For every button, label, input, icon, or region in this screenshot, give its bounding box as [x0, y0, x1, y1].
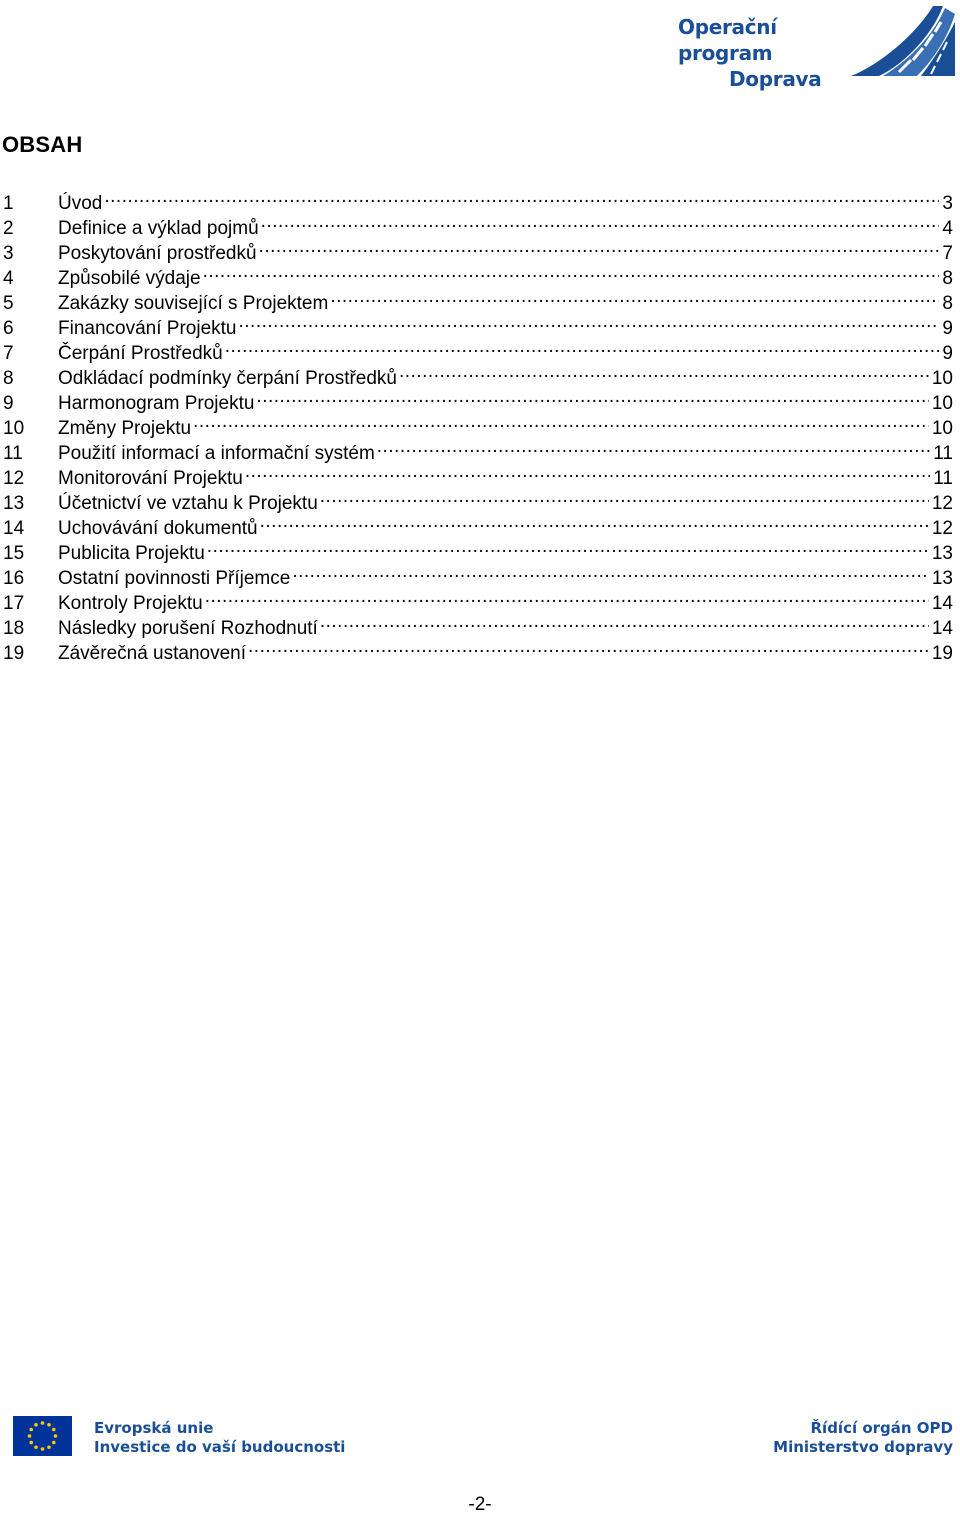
toc-leader-dots: [205, 584, 929, 609]
toc-leader-dots: [207, 534, 929, 559]
toc-entry-number: 9: [3, 393, 14, 414]
eu-slogan: Investice do vaší budoucnosti: [94, 1438, 346, 1456]
toc-leader-dots: [320, 484, 929, 509]
eu-star-icon: [47, 1423, 51, 1427]
toc-entry-page: 9: [942, 343, 953, 364]
toc-leader-dots: [203, 259, 940, 284]
toc-entry-title: Změny Projektu: [58, 418, 192, 439]
toc-entry-title: Způsobilé výdaje: [58, 268, 201, 289]
toc-entry-page: 12: [931, 518, 953, 539]
toc-entry-page: 10: [931, 393, 953, 414]
toc-leader-dots: [239, 309, 940, 334]
eu-flag-icon: [13, 1416, 72, 1456]
toc-entry-title: Definice a výklad pojmů: [58, 218, 259, 239]
toc-entry-title: Použití informací a informační systém: [58, 443, 375, 464]
toc-entry-number: 10: [3, 418, 25, 439]
logo-line-1: Operační program: [678, 15, 777, 65]
toc-entry-number: 6: [3, 318, 14, 339]
toc-leader-dots: [245, 459, 930, 484]
toc-entry-number: 15: [3, 543, 25, 564]
toc-entry-page: 7: [942, 243, 953, 264]
toc-entry-title: Uchovávání dokumentů: [58, 518, 258, 539]
toc-entry-page: 8: [942, 293, 953, 314]
toc-entry-title: Financování Projektu: [58, 318, 237, 339]
toc-leader-dots: [104, 184, 939, 209]
toc-entry-number: 4: [3, 268, 14, 289]
operational-programme-transport-logo: [676, 4, 956, 91]
eu-star-icon: [29, 1441, 33, 1445]
toc-entry-title: Čerpání Prostředků: [58, 343, 223, 364]
toc-entry-title: Kontroly Projektu: [58, 593, 203, 614]
toc-entry-page: 11: [933, 468, 953, 489]
toc-leader-dots: [320, 609, 929, 634]
ministry-label: Ministerstvo dopravy: [773, 1438, 953, 1456]
toc-entry[interactable]: [3, 184, 953, 214]
toc-leader-dots: [248, 634, 929, 659]
toc-entry-title: Publicita Projektu: [58, 543, 205, 564]
toc-leader-dots: [261, 209, 940, 234]
toc-entry-number: 7: [3, 343, 14, 364]
toc-entry-number: 19: [3, 643, 25, 664]
managing-authority-label: Řídící orgán OPD: [810, 1419, 953, 1437]
toc-entry-title: Závěrečná ustanovení: [58, 643, 247, 664]
toc-leader-dots: [225, 334, 940, 359]
eu-star-icon: [29, 1428, 33, 1432]
toc-entry-page: 4: [942, 218, 953, 239]
toc-entry-number: 5: [3, 293, 14, 314]
toc-entry-number: 18: [3, 618, 25, 639]
toc-entry-number: 1: [3, 193, 14, 214]
eu-star-icon: [41, 1447, 45, 1451]
toc-entry[interactable]: [3, 209, 953, 239]
toc-leader-dots: [399, 359, 929, 384]
road-icon: [821, 4, 956, 78]
toc-entry-title: Zakázky související s Projektem: [58, 293, 329, 314]
toc-entry-title: Účetnictví ve vztahu k Projektu: [58, 493, 318, 514]
toc-entry-number: 11: [3, 443, 23, 464]
toc-entry-page: 10: [931, 368, 953, 389]
eu-star-icon: [52, 1441, 56, 1445]
eu-star-icon: [41, 1421, 45, 1425]
toc-entry-title: Ostatní povinnosti Příjemce: [58, 568, 291, 589]
eu-label: Evropská unie: [94, 1419, 214, 1437]
eu-star-icon: [34, 1445, 38, 1449]
toc-heading: OBSAH: [2, 132, 83, 157]
toc-leader-dots: [259, 234, 940, 259]
toc-leader-dots: [330, 284, 939, 309]
toc-leader-dots: [193, 409, 929, 434]
page-number: -2-: [468, 1494, 492, 1515]
toc-entry-title: Poskytování prostředků: [58, 243, 257, 264]
toc-leader-dots: [292, 559, 929, 584]
toc-entry-page: 3: [942, 193, 953, 214]
toc-entry-number: 2: [3, 218, 14, 239]
toc-entry-page: 13: [931, 568, 953, 589]
toc-entry-number: 14: [3, 518, 25, 539]
eu-star-icon: [28, 1434, 32, 1438]
toc-entry-title: Monitorování Projektu: [58, 468, 243, 489]
toc-entry-number: 3: [3, 243, 14, 264]
toc-entry-page: 14: [931, 618, 953, 639]
toc-leader-dots: [377, 434, 930, 459]
logo-line-2: Doprava: [729, 67, 822, 91]
toc-entry-title: Následky porušení Rozhodnutí: [58, 618, 318, 639]
eu-star-icon: [34, 1423, 38, 1427]
toc-entry-number: 8: [3, 368, 14, 389]
eu-star-icon: [52, 1428, 56, 1432]
toc-entry-page: 14: [931, 593, 953, 614]
toc-entry-title: Úvod: [58, 193, 103, 214]
toc-entry-number: 13: [3, 493, 25, 514]
toc-leader-dots: [260, 509, 929, 534]
eu-star-icon: [47, 1445, 51, 1449]
toc-entry-page: 8: [942, 268, 953, 289]
toc-entry-page: 12: [931, 493, 953, 514]
eu-star-icon: [54, 1434, 58, 1438]
table-of-contents: [3, 184, 953, 664]
toc-entry-page: 13: [931, 543, 953, 564]
toc-entry-number: 12: [3, 468, 25, 489]
toc-entry-title: Odkládací podmínky čerpání Prostředků: [58, 368, 398, 389]
toc-entry-title: Harmonogram Projektu: [58, 393, 255, 414]
toc-entry-number: 17: [3, 593, 25, 614]
toc-entry-page: 19: [931, 643, 953, 664]
toc-entry-page: 11: [933, 443, 953, 464]
toc-entry-page: 10: [931, 418, 953, 439]
ministry-footer-block: [773, 1419, 953, 1457]
toc-leader-dots: [256, 384, 928, 409]
toc-entry-number: 16: [3, 568, 25, 589]
toc-entry-page: 9: [942, 318, 953, 339]
